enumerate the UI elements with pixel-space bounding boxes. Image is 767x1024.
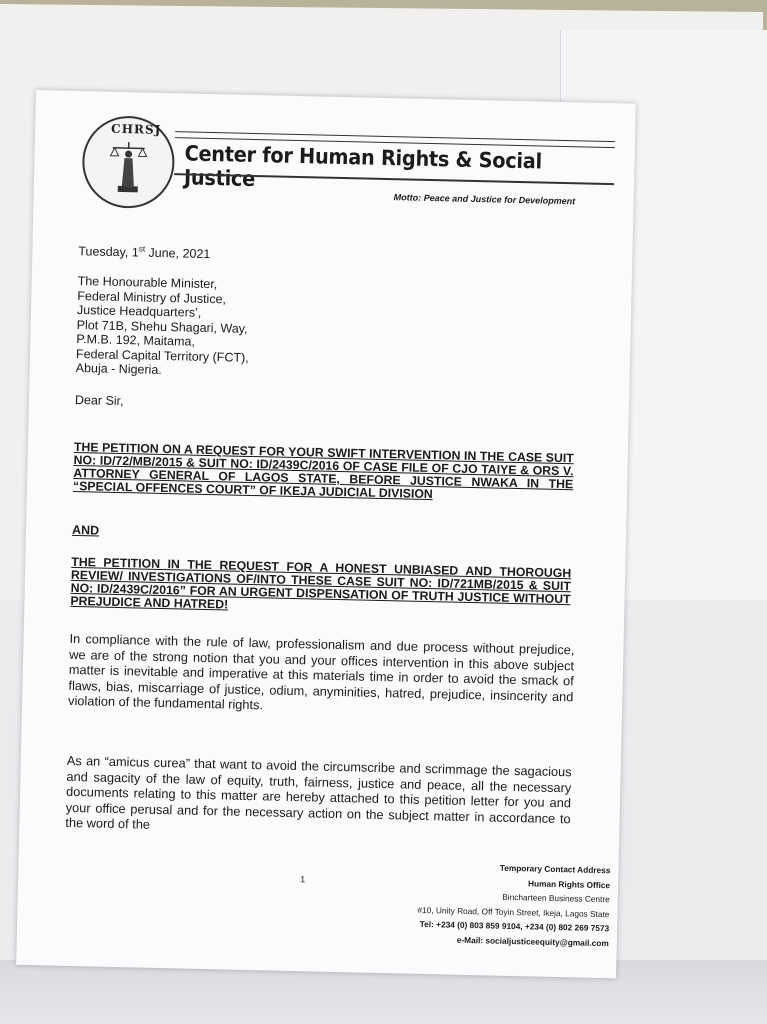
address-line: The Honourable Minister, [77, 273, 218, 292]
footer-email: e-Mail: socialjusticeequity@gmail.com [456, 934, 609, 948]
footer-street: #10, Unity Road, Off Toyin Street, Ikeja, Lagos State [417, 904, 610, 919]
address-line: P.M.B. 192, Maitama, [76, 331, 196, 349]
footer-centre: Bincharteen Business Centre [502, 891, 610, 905]
subject-heading-2: THE PETITION IN THE REQUEST FOR A HONEST UNBIASED AND THOROUGH REVIEW/ INVESTIGATIONS OF/INTO THESE CASE SUIT NO: ID/721MB/2015 & SUIT NO: ID/2439C/2016” FOR AN URGENT DISPENSATION OF TRUTH JUSTICE WITHOUT PREJUDICE AND HATRED! [70, 554, 572, 612]
footer-office: Human Rights Office [527, 877, 611, 890]
footer-title: Temporary Contact Address [499, 862, 611, 876]
organization-name: Center for Human Rights & Social Justice [183, 141, 543, 191]
subject-conjunction: AND [71, 522, 100, 538]
address-line: Federal Capital Territory (FCT), [75, 346, 249, 365]
address-line: Justice Headquarters’, [76, 302, 202, 320]
contact-footer [359, 858, 611, 951]
address-line: Abuja - Nigeria. [75, 360, 162, 377]
logo-text: CHRSJ [110, 121, 162, 137]
organization-motto: Motto: Peace and Justice for Development [393, 192, 576, 207]
body-paragraph-2: As an “amicus curea” that want to avoid the circumscribe and scrimmage the sagacious and sagacity of the law of equity, truth, fairness, justice and peace, all the necessary documents relating to this matter are hereby attached to this petition letter for you and your office perusal and for the necessary action on the subject matter in accordance to the word of the [65, 752, 572, 832]
organization-logo [81, 115, 175, 209]
letter-page [16, 90, 636, 978]
address-line: Federal Ministry of Justice, [77, 288, 227, 306]
salutation: Dear Sir, [74, 392, 124, 409]
subject-heading-1: THE PETITION ON A REQUEST FOR YOUR SWIFT INTERVENTION IN THE CASE SUIT NO: ID/72/MB/2015 & SUIT NO: ID/2439C/2016 OF CASE FILE OF CJO TAIYE & ORS V. ATTORNEY GENERAL OF LAGOS STATE, BEFORE JUSTICE NWAKA IN THE “SPECIAL OFFENCES COURT” OF IKEJA JUDICIAL DIVISION [72, 439, 574, 502]
address-line: Plot 71B, Shehu Shagari, Way, [76, 317, 248, 336]
body-paragraph-1: In compliance with the rule of law, professionalism and due process without prejudice, we are of the strong notion that you and your offices intervention in this above subject matter is inevitable and imperative at this materials time in order to avoid the smack of flaws, bias, miscarriage of justice, odium, anyminities, hatred, prejudice, insincerity and violation of the fundamental rights. [67, 630, 575, 713]
justice-statue-icon [106, 136, 151, 199]
header-rule [175, 131, 615, 142]
footer-telephone: Tel: +234 (0) 803 859 9104, +234 (0) 802 269 7573 [419, 918, 610, 934]
recipient-address [76, 274, 251, 379]
page-number: 1 [300, 874, 306, 885]
letter-date: Tuesday, 1st June, 2021 [78, 244, 211, 262]
